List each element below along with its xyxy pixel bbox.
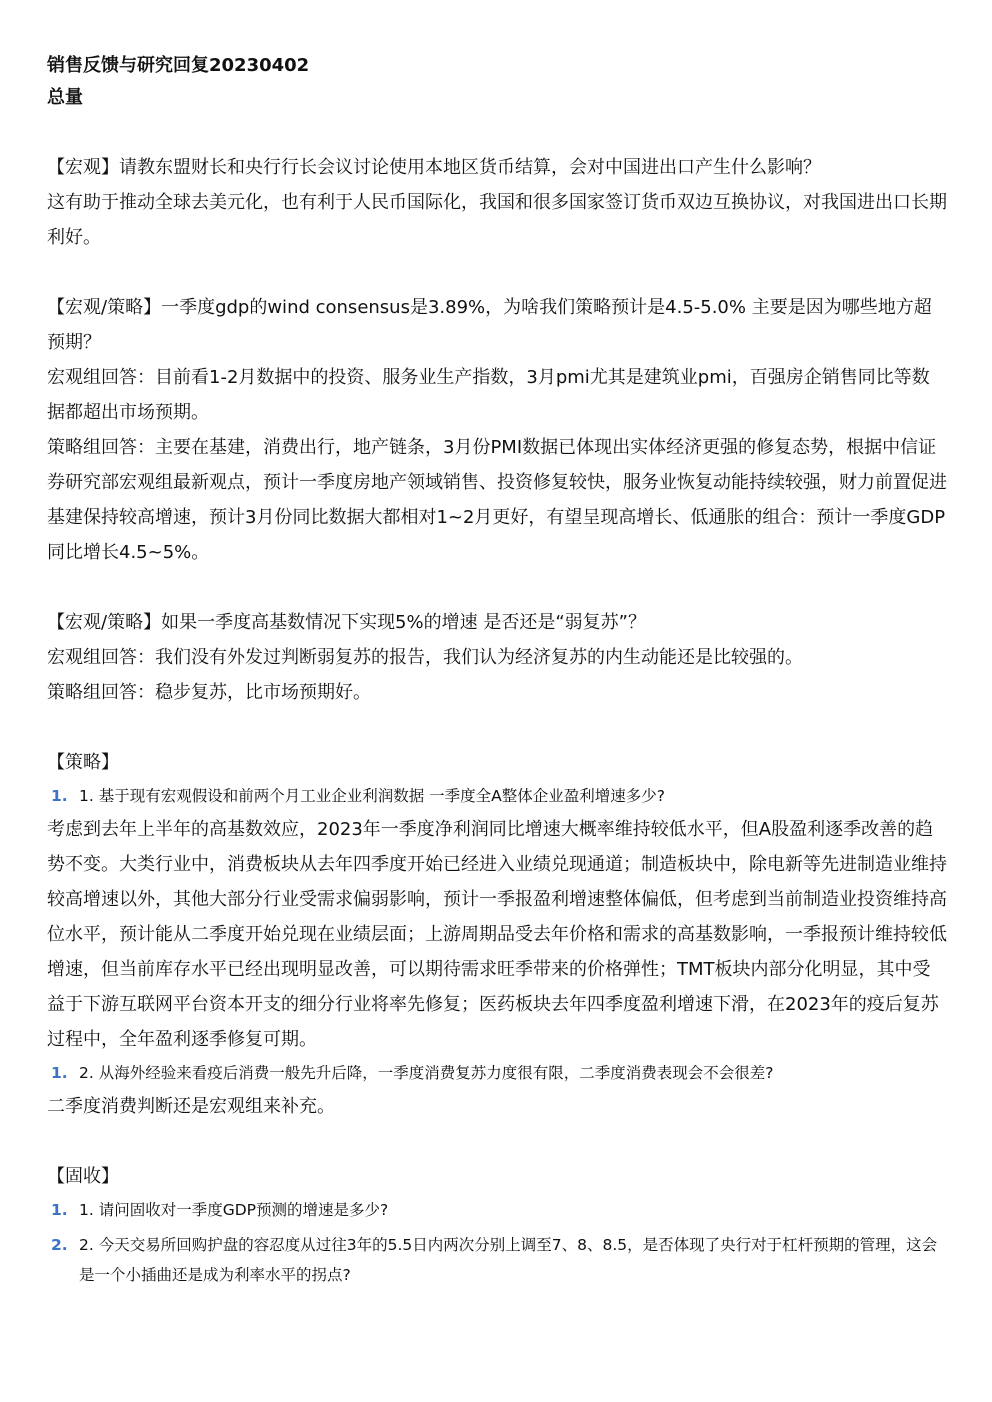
strategy-question-2: 2. 从海外经验来看疫后消费一般先升后降，一季度消费复苏力度很有限，二季度消费表现会不会很差? xyxy=(79,1064,774,1082)
list-number: 1. xyxy=(51,787,68,805)
strategy-heading: 【策略】 xyxy=(47,752,119,773)
list-number: 1. xyxy=(51,1201,68,1219)
strategy-answer-2: 二季度消费判断还是宏观组来补充。 xyxy=(47,1096,335,1117)
fixed-income-question-2: 2. 今天交易所回购护盘的容忍度从过往3年的5.5日内两次分别上调至7、8、8.5，是否体现了央行对于杠杆预期的管理，这会是一个小插曲还是成为利率水平的拐点? xyxy=(79,1236,938,1284)
macro3-strategy-answer: 策略组回答：稳步复苏，比市场预期好。 xyxy=(47,682,371,703)
list-item xyxy=(47,1194,947,1226)
document-title: 销售反馈与研究回复20230402 xyxy=(47,55,310,76)
list-item xyxy=(47,1226,947,1290)
macro3-question: 【宏观/策略】如果一季度高基数情况下实现5%的增速 是否还是“弱复苏”？ xyxy=(47,612,646,633)
macro2-macro-answer: 宏观组回答：目前看1-2月数据中的投资、服务业生产指数，3月pmi尤其是建筑业pmi，百强房企销售同比等数据都超出市场预期。 xyxy=(47,367,930,423)
section-heading: 总量 xyxy=(47,87,83,108)
list-number: 2. xyxy=(51,1236,68,1254)
list-item xyxy=(47,780,947,812)
list-number: 1. xyxy=(51,1064,68,1082)
macro2-question: 【宏观/策略】一季度gdp的wind consensus是3.89%，为啥我们策略预计是4.5-5.0% 主要是因为哪些地方超预期？ xyxy=(47,297,932,353)
document-page xyxy=(47,52,947,1290)
macro1-answer: 这有助于推动全球去美元化，也有利于人民币国际化，我国和很多国家签订货币双边互换协议，对我国进出口长期利好。 xyxy=(47,192,947,248)
macro2-strategy-answer: 策略组回答：主要在基建，消费出行，地产链条，3月份PMI数据已体现出实体经济更强的修复态势，根据中信证券研究部宏观组最新观点，预计一季度房地产领域销售、投资修复较快，服务业恢复动能持续较强，财力前置促进基建保持较高增速，预计3月份同比数据大都相对1~2月更好，有望呈现高增长、低通胀的组合：预计一季度GDP同比增长4.5~5%。 xyxy=(47,437,947,563)
fixed-income-heading: 【固收】 xyxy=(47,1166,119,1187)
strategy-answer-1: 考虑到去年上半年的高基数效应，2023年一季度净利润同比增速大概率维持较低水平，但A股盈利逐季改善的趋势不变。大类行业中，消费板块从去年四季度开始已经进入业绩兑现通道；制造板块中，除电新等先进制造业维持较高增速以外，其他大部分行业受需求偏弱影响，预计一季报盈利增速整体偏低，但考虑到当前制造业投资维持高位水平，预计能从二季度开始兑现在业绩层面；上游周期品受去年价格和需求的高基数影响，一季报预计维持较低增速，但当前库存水平已经出现明显改善，可以期待需求旺季带来的价格弹性；TMT板块内部分化明显，其中受益于下游互联网平台资本开支的细分行业将率先修复；医药板块去年四季度盈利增速下滑，在2023年的疫后复苏过程中，全年盈利逐季修复可期。 xyxy=(47,819,947,1050)
strategy-question-1: 1. 基于现有宏观假设和前两个月工业企业利润数据 一季度全A整体企业盈利增速多少? xyxy=(79,787,665,805)
macro1-question: 【宏观】请教东盟财长和央行行长会议讨论使用本地区货币结算，会对中国进出口产生什么影响？ xyxy=(47,157,821,178)
fixed-income-question-1: 1. 请问固收对一季度GDP预测的增速是多少? xyxy=(79,1201,389,1219)
list-item xyxy=(47,1057,947,1089)
macro3-macro-answer: 宏观组回答：我们没有外发过判断弱复苏的报告，我们认为经济复苏的内生动能还是比较强的。 xyxy=(47,647,803,668)
